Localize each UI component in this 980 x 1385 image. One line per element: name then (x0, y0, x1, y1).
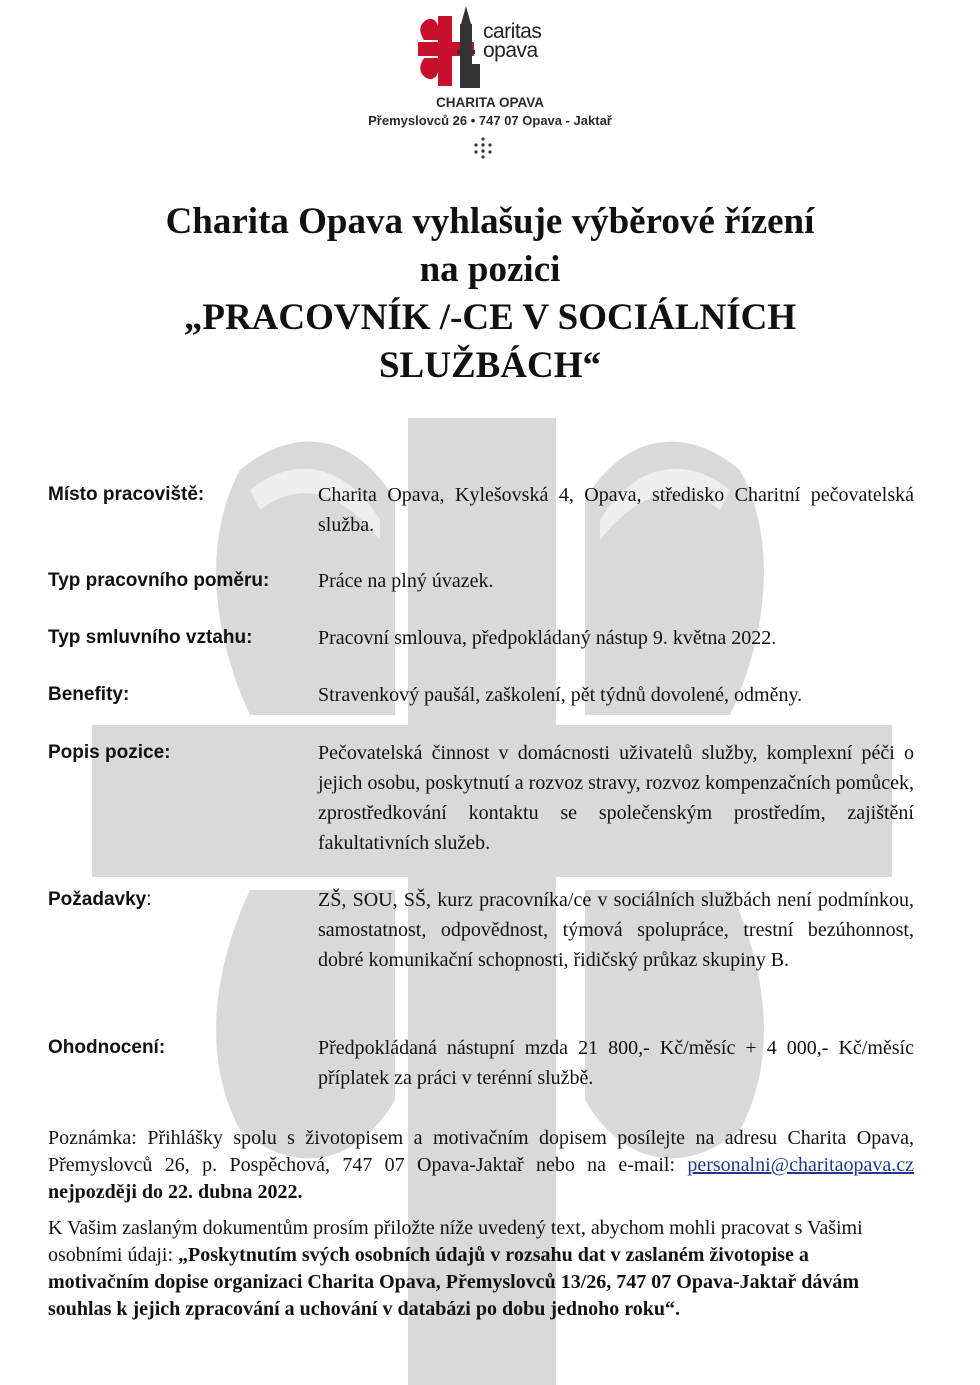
email-link[interactable]: personalni@charitaopava.cz (687, 1154, 914, 1176)
dots-ornament-icon (470, 136, 496, 162)
requirements-value: ZŠ, SOU, SŠ, kurz pracovníka/ce v sociálních službách není podmínkou, samostatnost, odpovědnost, týmová spolupráce, trestní bezúhonnost, dobré komunikační schopnosti, řidičský průkaz skupiny B. (318, 889, 914, 971)
title-line-4: SLUŽBÁCH“ (378, 345, 602, 386)
requirements-label (48, 885, 313, 915)
salary-label: Ohodnocení: (48, 1037, 166, 1058)
detail-row-employment (48, 566, 914, 596)
benefits-label: Benefity: (48, 684, 130, 705)
logo-wordmark (483, 22, 541, 60)
consent-note (48, 1215, 914, 1323)
consent-statement: „Poskytnutím svých osobních údajů v rozsahu dat v zaslaném životopise a motivačním dopise organizaci Charita Opava, Přemyslovců 13/26, 747 07 Opava-Jaktař dávám souhlas k jejich zpracování a uchování v databázi po dobu jednoho roku“. (48, 1244, 860, 1320)
requirements-label-bold: Požadavky (48, 889, 147, 910)
consent-intro: K Vašim zaslaným dokumentům prosím přiložte níže uvedený text, abychom mohli pracovat s Vašimi osobními údaji: (48, 1217, 863, 1266)
organization-name: CHARITA OPAVA (436, 95, 544, 110)
requirements-label-colon: : (146, 889, 152, 910)
benefits-value: Stravenkový paušál, zaškolení, pět týdnů dovolené, odměny. (318, 684, 803, 706)
description-value: Pečovatelská činnost v domácnosti uživatelů služby, komplexní péči o jejich osobu, poskytnutí a rozvoz stravy, rozvoz kompenzačních pomůcek, zprostředkování kontaktu se společenským prostředím, zajištění fakultativních služeb. (318, 742, 914, 854)
note-deadline: nejpozději do 22. dubna 2022. (48, 1181, 303, 1203)
title-line-1: Charita Opava vyhlašuje výběrové řízení (165, 201, 815, 242)
place-value: Charita Opava, Kylešovská 4, Opava, středisko Charitní pečovatelská služba. (318, 484, 914, 536)
description-label: Popis pozice: (48, 742, 171, 763)
detail-row-place (48, 480, 914, 540)
note-text: Poznámka: Přihlášky spolu s životopisem a motivačním dopisem posílejte na adresu Charita Opava, Přemyslovců 26, p. Pospěchová, 747 07 Opava-Jaktař nebo na e-mail: (48, 1127, 914, 1176)
contract-label: Typ smluvního vztahu: (48, 627, 253, 648)
detail-row-benefits (48, 680, 914, 710)
place-label: Místo pracoviště: (48, 484, 205, 505)
detail-row-contract (48, 623, 914, 653)
page-title (0, 198, 980, 390)
title-line-2: na pozici (419, 249, 561, 290)
detail-row-salary (48, 1033, 914, 1093)
contract-value: Pracovní smlouva, předpokládaný nástup 9. května 2022. (318, 627, 777, 649)
detail-row-description (48, 738, 914, 858)
logo-line-caritas: caritas (483, 20, 542, 43)
employment-label: Typ pracovního poměru: (48, 570, 270, 591)
organization-address: Přemyslovců 26 • 747 07 Opava - Jaktař (368, 113, 612, 128)
detail-row-requirements (48, 885, 914, 975)
employment-value: Práce na plný úvazek. (318, 570, 494, 592)
title-line-3: „PRACOVNÍK /-CE V SOCIÁLNÍCH (183, 297, 797, 338)
application-note (48, 1125, 914, 1206)
salary-value: Předpokládaná nástupní mzda 21 800,- Kč/měsíc + 4 000,- Kč/měsíc příplatek za práci v terénní službě. (318, 1037, 914, 1089)
logo-line-opava: opava (483, 39, 538, 62)
